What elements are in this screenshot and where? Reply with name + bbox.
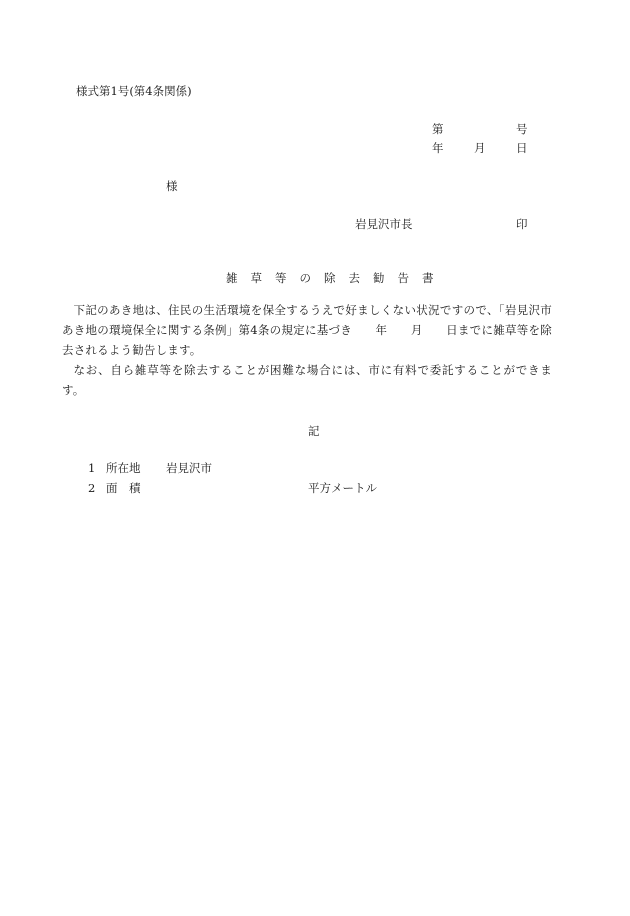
title-char: 草 <box>250 271 262 285</box>
title-char: 書 <box>422 271 434 285</box>
item-value: 岩見沢市 <box>166 461 212 475</box>
item-number: 2 <box>88 481 96 495</box>
addressee-suffix: 様 <box>166 179 178 193</box>
date-month-label: 月 <box>474 141 486 155</box>
date-day-label: 日 <box>516 141 528 155</box>
body-paragraph-1: 下記のあき地は、住民の生活環境を保全するうえで好ましくない状況ですので、「岩見沢市あき地の環境保全に関する条例」第4条の規定に基づき 年 月 日までに雑草等を除去されるよう勧告します。 <box>62 303 552 357</box>
number-suffix: 号 <box>516 122 528 136</box>
ki-heading: 記 <box>308 424 320 438</box>
form-id: 様式第1号(第4条関係) <box>76 84 192 98</box>
title-char: 勧 <box>373 271 385 285</box>
title-char: 除 <box>324 271 336 285</box>
item-number: 1 <box>88 461 96 475</box>
title-char: の <box>299 271 311 285</box>
issuer-seal: 印 <box>516 217 528 231</box>
title-char: 告 <box>397 271 409 285</box>
title-char: 雑 <box>226 271 238 285</box>
item-label: 面 積 <box>106 481 141 495</box>
body-paragraph-2: なお、自ら雑草等を除去することが困難な場合には、市に有料で委託することができます。 <box>62 363 552 397</box>
title-char: 等 <box>275 271 287 285</box>
item-label: 所在地 <box>106 461 141 475</box>
item-value: 平方メートル <box>308 481 377 495</box>
issuer-title: 岩見沢市長 <box>355 217 413 231</box>
date-year-label: 年 <box>432 141 444 155</box>
number-prefix: 第 <box>432 122 444 136</box>
title-char: 去 <box>348 271 360 285</box>
document-title <box>226 273 447 285</box>
